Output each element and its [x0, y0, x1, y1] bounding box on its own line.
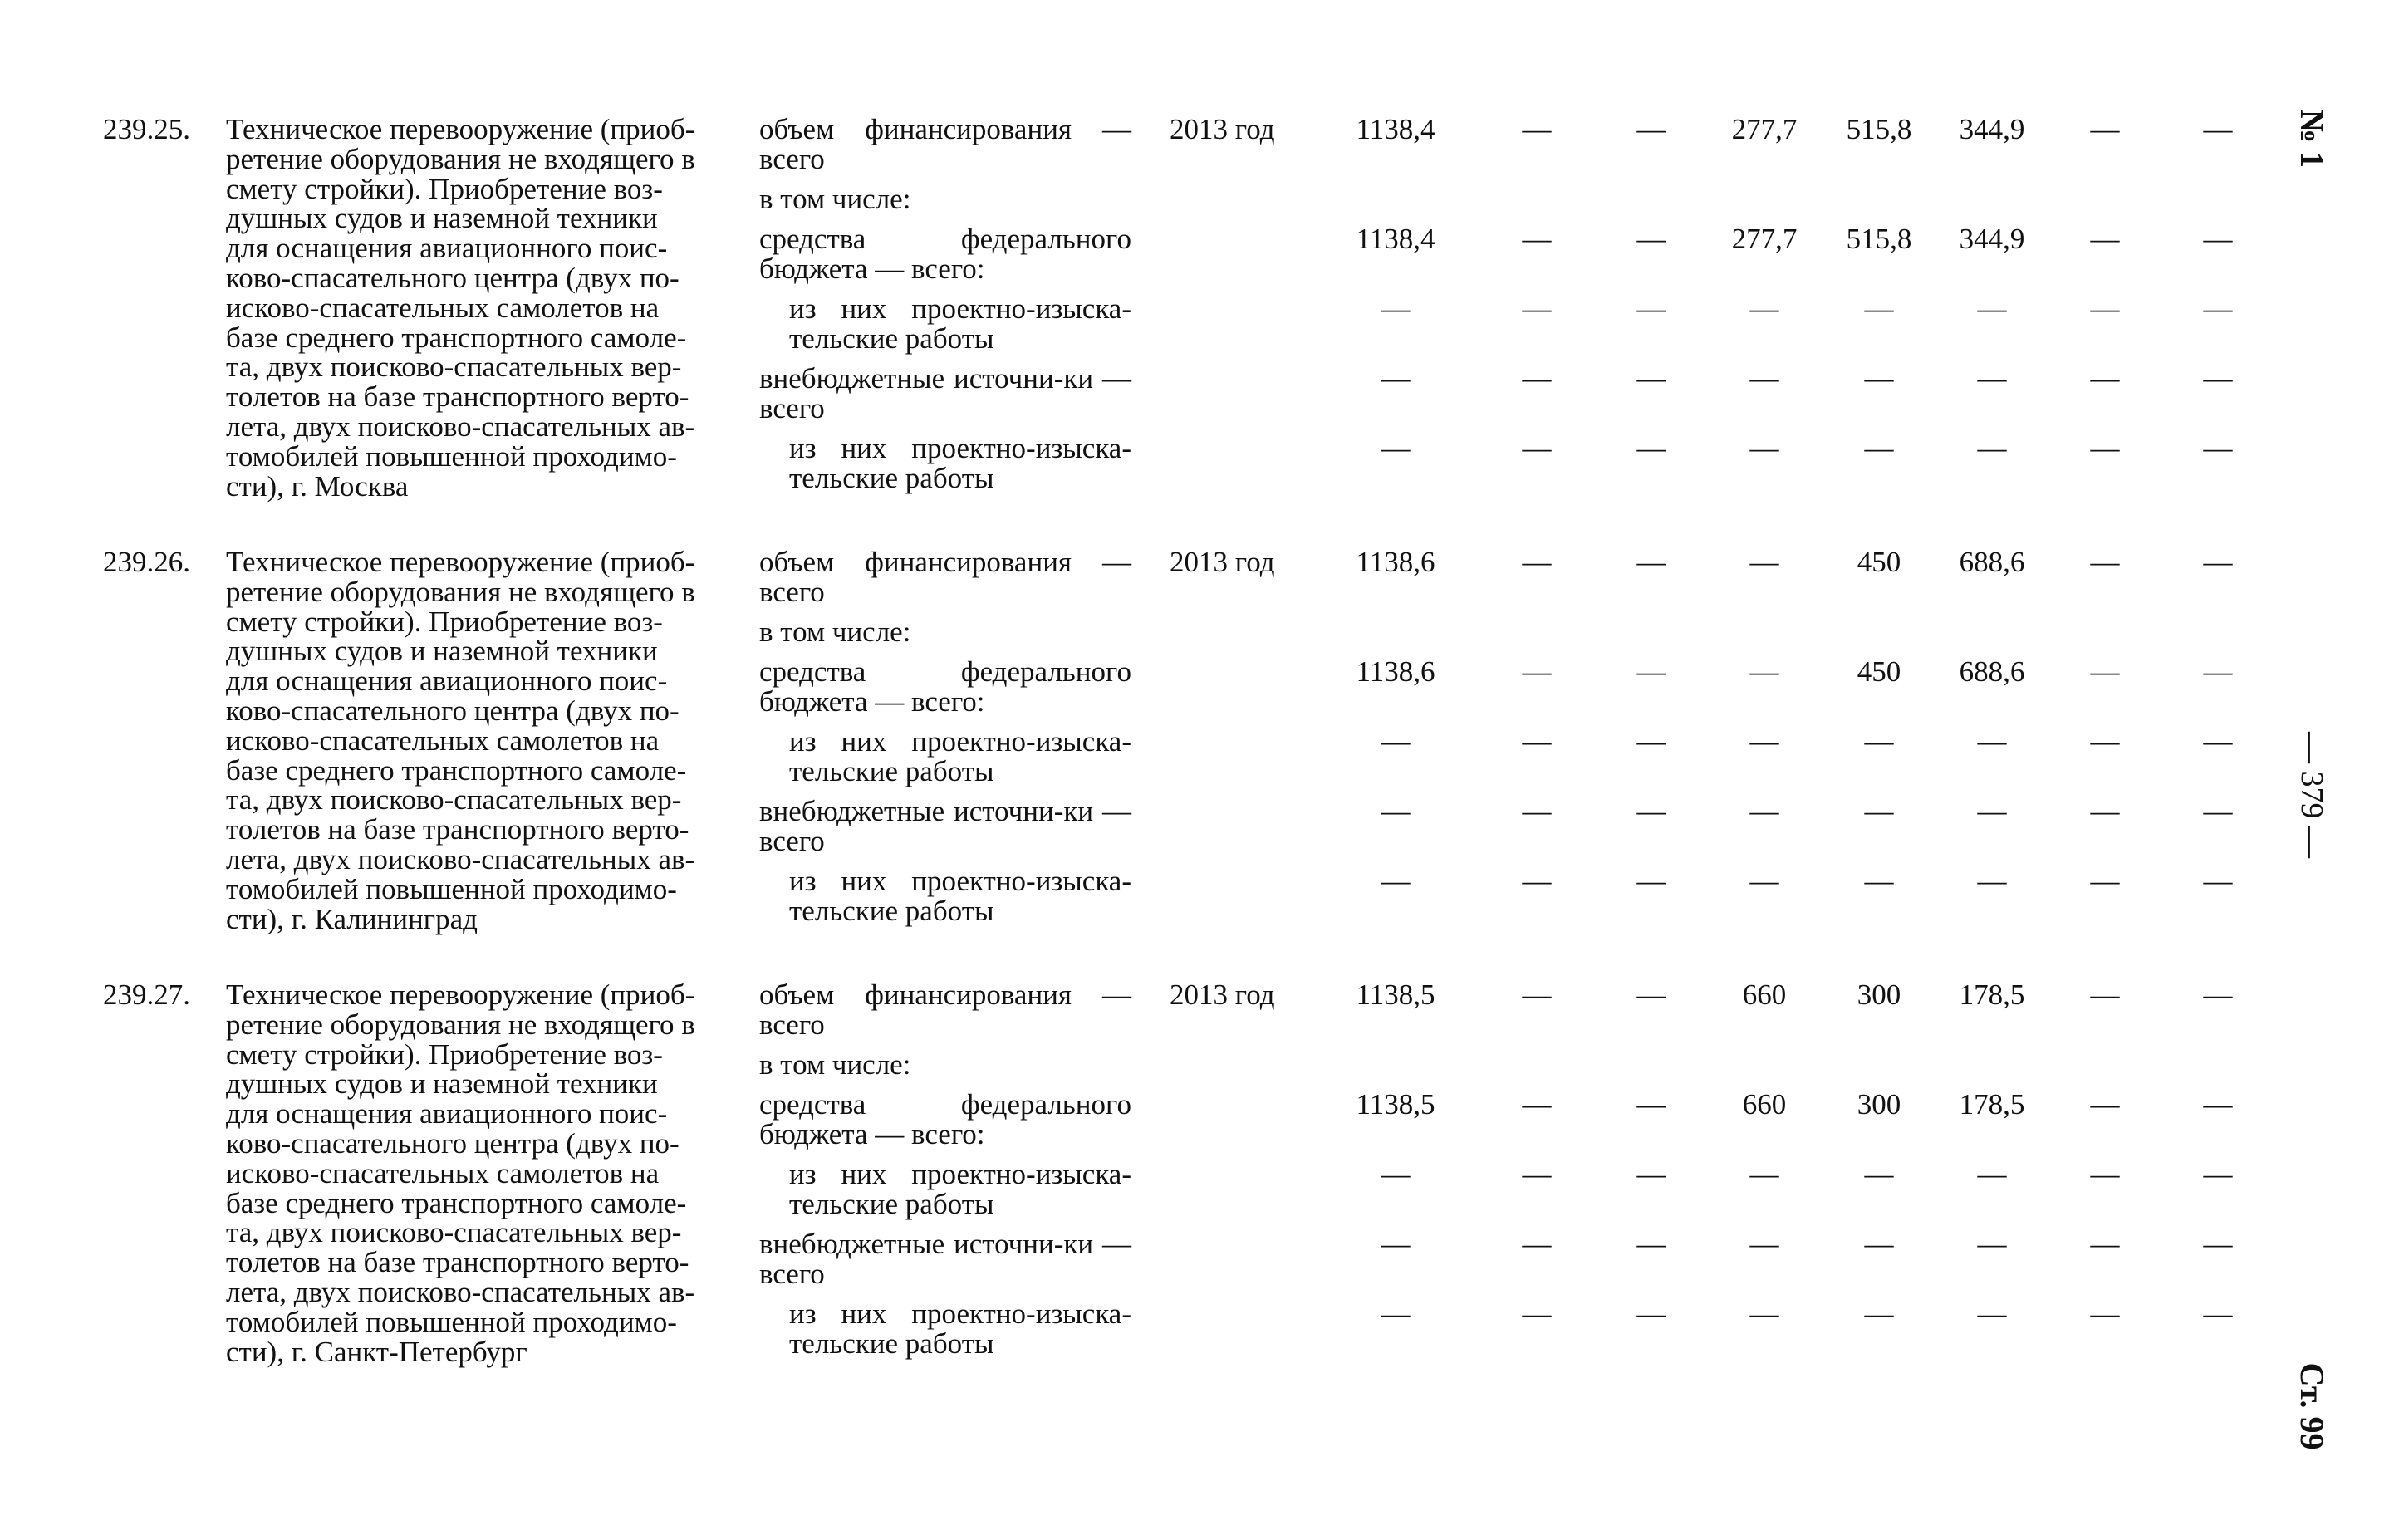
value-cell: — [2090, 223, 2120, 255]
value-cell: — [2203, 655, 2233, 688]
row-label-extrabudget: внебюджетные источни-ки — всего [759, 362, 1131, 424]
value-cell: — [1522, 113, 1552, 145]
value-cell: — [1749, 725, 1779, 758]
value-cell: 450 [1857, 655, 1901, 688]
value-cell: — [1381, 432, 1411, 464]
value-cell: — [2090, 292, 2120, 325]
article-number: Ст. 99 [2294, 1362, 2331, 1450]
value-cell: — [2090, 113, 2120, 145]
entry-number: 239.27. [103, 978, 190, 1011]
value-cell: — [1522, 655, 1552, 688]
row-label-federal-design: из них проектно-изыска-тельские работы [789, 725, 1131, 787]
value-cell: — [2090, 978, 2120, 1011]
value-cell: — [2090, 1297, 2120, 1330]
value-cell: — [1977, 1297, 2007, 1330]
value-cell: — [2203, 223, 2233, 255]
value-cell: — [2090, 865, 2120, 897]
value-cell: — [2203, 978, 2233, 1011]
value-cell: — [1522, 1228, 1552, 1260]
value-cell: — [1636, 292, 1666, 325]
value-cell: — [1749, 1297, 1779, 1330]
value-cell: — [1977, 432, 2007, 464]
row-label-total: объем финансирования — всего [759, 546, 1131, 608]
value-cell: — [1381, 725, 1411, 758]
row-label-federal: средства федерального бюджета — всего: [759, 223, 1131, 285]
value-cell: — [1977, 1228, 2007, 1260]
row-label-extrabudget-design: из них проектно-изыска-тельские работы [789, 432, 1131, 494]
value-cell: 344,9 [1959, 223, 2025, 255]
value-cell: — [2203, 1158, 2233, 1190]
value-cell: — [2090, 795, 2120, 827]
row-label-extrabudget-design: из них проектно-изыска-тельские работы [789, 865, 1131, 927]
value-cell: — [2203, 795, 2233, 827]
value-cell: — [2090, 432, 2120, 464]
value-cell: — [1636, 865, 1666, 897]
value-cell: — [1749, 362, 1779, 395]
row-label-federal: средства федерального бюджета — всего: [759, 1088, 1131, 1150]
value-cell: — [1381, 292, 1411, 325]
value-cell: — [1977, 292, 2007, 325]
value-cell: — [1522, 432, 1552, 464]
value-cell: — [1864, 865, 1894, 897]
value-cell: — [1381, 1228, 1411, 1260]
value-cell: — [1636, 1088, 1666, 1121]
value-cell: — [2090, 725, 2120, 758]
value-cell: — [2203, 1088, 2233, 1121]
value-cell: — [1522, 362, 1552, 395]
value-cell: — [1977, 725, 2007, 758]
value-cell: 1138,5 [1356, 1088, 1435, 1121]
value-cell: — [1522, 865, 1552, 897]
entry-year: 2013 год [1170, 113, 1275, 145]
table-entry [0, 547, 2276, 963]
row-label-extrabudget: внебюджетные источни-ки — всего [759, 795, 1131, 857]
value-cell: — [1864, 1228, 1894, 1260]
value-cell: 515,8 [1846, 113, 1912, 145]
value-cell: — [1522, 1297, 1552, 1330]
value-cell: 344,9 [1959, 113, 2025, 145]
value-cell: 450 [1857, 546, 1901, 578]
value-cell: — [1381, 1297, 1411, 1330]
entry-description: Техническое перевооружение (приоб- ретение оборудования не входящего в смету стройки). Приобретение воз- душных судов и наземной техники для оснащения авиационного поис- ково-спасательного центра (двух по- исково-спасательных самолетов на базе среднего транспортного самоле- та, двух поисково-спасательных вер- толетов на базе транспортного верто- лета, двух поисково-спасательных ав- томобилей повышенной проходимо- сти), г. Калининград [226, 546, 695, 935]
value-cell: — [1522, 795, 1552, 827]
value-cell: — [1636, 978, 1666, 1011]
value-cell: 660 [1742, 978, 1787, 1011]
value-cell: — [1522, 725, 1552, 758]
value-cell: — [1522, 1088, 1552, 1121]
issue-number: № 1 [2294, 109, 2331, 169]
value-cell: — [1522, 1158, 1552, 1190]
entry-description: Техническое перевооружение (приоб- ретение оборудования не входящего в смету стройки). Приобретение воз- душных судов и наземной техники для оснащения авиационного поис- ково-спасательного центра (двух по- исково-спасательных самолетов на базе среднего транспортного самоле- та, двух поисково-спасательных вер- толетов на базе транспортного верто- лета, двух поисково-спасательных ав- томобилей повышенной проходимо- сти), г. Санкт-Петербург [226, 978, 695, 1368]
value-cell: — [1864, 795, 1894, 827]
value-cell: 1138,6 [1356, 546, 1435, 578]
value-cell: 300 [1857, 978, 1901, 1011]
value-cell: 1138,5 [1356, 978, 1435, 1011]
value-cell: — [1864, 725, 1894, 758]
value-cell: — [1977, 1158, 2007, 1190]
value-cell: — [1749, 865, 1779, 897]
value-cell: 178,5 [1959, 1088, 2025, 1121]
value-cell: — [1864, 362, 1894, 395]
value-cell: — [1381, 1158, 1411, 1190]
row-label-extrabudget-design: из них проектно-изыска-тельские работы [789, 1297, 1131, 1360]
value-cell: — [2203, 292, 2233, 325]
value-cell: — [1749, 546, 1779, 578]
value-cell: — [2203, 432, 2233, 464]
value-cell: — [1522, 546, 1552, 578]
row-label-total: объем финансирования — всего [759, 113, 1131, 175]
value-cell: — [1864, 1158, 1894, 1190]
value-cell: 178,5 [1959, 978, 2025, 1011]
entry-year: 2013 год [1170, 978, 1275, 1011]
entry-year: 2013 год [1170, 546, 1275, 578]
value-cell: 277,7 [1731, 223, 1798, 255]
row-label-federal: средства федерального бюджета — всего: [759, 655, 1131, 718]
entry-number: 239.25. [103, 113, 190, 145]
value-cell: — [1977, 795, 2007, 827]
value-cell: — [1381, 865, 1411, 897]
value-cell: — [2090, 655, 2120, 688]
value-cell: — [1749, 1158, 1779, 1190]
value-cell: — [1864, 432, 1894, 464]
value-cell: — [1636, 655, 1666, 688]
value-cell: — [1864, 292, 1894, 325]
value-cell: — [2090, 1228, 2120, 1260]
value-cell: — [2090, 546, 2120, 578]
value-cell: — [2203, 865, 2233, 897]
value-cell: — [1636, 362, 1666, 395]
page-number: — 379 — [2294, 732, 2329, 858]
row-label-extrabudget: внебюджетные источни-ки — всего [759, 1228, 1131, 1290]
value-cell: 515,8 [1846, 223, 1912, 255]
value-cell: — [1749, 655, 1779, 688]
value-cell: — [2090, 1158, 2120, 1190]
value-cell: — [1749, 432, 1779, 464]
value-cell: — [2203, 546, 2233, 578]
value-cell: — [2203, 113, 2233, 145]
value-cell: — [1636, 1228, 1666, 1260]
row-label-including: в том числе: [759, 1048, 911, 1081]
row-label-federal-design: из них проектно-изыска-тельские работы [789, 292, 1131, 355]
value-cell: — [1636, 432, 1666, 464]
value-cell: — [2203, 362, 2233, 395]
value-cell: — [1749, 795, 1779, 827]
value-cell: — [2203, 1228, 2233, 1260]
value-cell: — [1977, 865, 2007, 897]
value-cell: — [2203, 725, 2233, 758]
table-entry [0, 115, 2276, 530]
value-cell: 1138,4 [1356, 113, 1435, 145]
table-entry [0, 980, 2276, 1395]
value-cell: — [1636, 1297, 1666, 1330]
value-cell: — [1636, 725, 1666, 758]
value-cell: — [1522, 978, 1552, 1011]
value-cell: — [1636, 795, 1666, 827]
value-cell: — [1522, 292, 1552, 325]
value-cell: — [1381, 362, 1411, 395]
value-cell: — [1381, 795, 1411, 827]
value-cell: 688,6 [1959, 655, 2025, 688]
value-cell: — [1749, 1228, 1779, 1260]
entry-number: 239.26. [103, 546, 190, 578]
value-cell: — [1636, 223, 1666, 255]
value-cell: 1138,6 [1356, 655, 1435, 688]
value-cell: 660 [1742, 1088, 1787, 1121]
value-cell: — [1864, 1297, 1894, 1330]
row-label-including: в том числе: [759, 183, 911, 215]
row-label-total: объем финансирования — всего [759, 978, 1131, 1041]
value-cell: — [1636, 1158, 1666, 1190]
value-cell: — [1749, 292, 1779, 325]
value-cell: — [1522, 223, 1552, 255]
value-cell: 1138,4 [1356, 223, 1435, 255]
row-label-federal-design: из них проектно-изыска-тельские работы [789, 1158, 1131, 1220]
value-cell: — [1636, 546, 1666, 578]
value-cell: 277,7 [1731, 113, 1798, 145]
row-label-including: в том числе: [759, 616, 911, 648]
value-cell: 688,6 [1959, 546, 2025, 578]
value-cell: — [2090, 1088, 2120, 1121]
value-cell: — [1636, 113, 1666, 145]
value-cell: — [2203, 1297, 2233, 1330]
value-cell: 300 [1857, 1088, 1901, 1121]
value-cell: — [1977, 362, 2007, 395]
value-cell: — [2090, 362, 2120, 395]
entry-description: Техническое перевооружение (приоб- ретение оборудования не входящего в смету стройки). Приобретение воз- душных судов и наземной техники для оснащения авиационного поис- ково-спасательного центра (двух по- исково-спасательных самолетов на базе среднего транспортного самоле- та, двух поисково-спасательных вер- толетов на базе транспортного верто- лета, двух поисково-спасательных ав- томобилей повышенной проходимо- сти), г. Москва [226, 113, 695, 503]
